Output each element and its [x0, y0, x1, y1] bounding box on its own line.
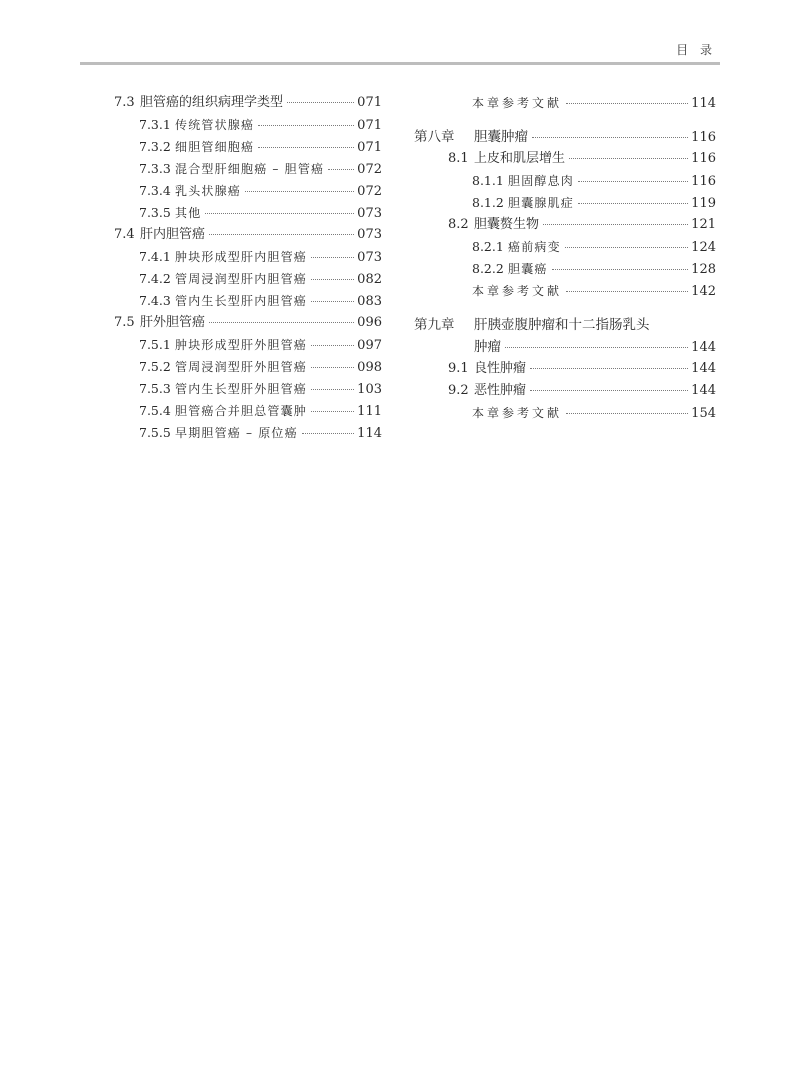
toc-sub-entry [114, 290, 382, 312]
toc-entry-title: 其他 [175, 206, 202, 220]
toc-sub-entry [114, 400, 382, 422]
toc-chapter-title: 肝胰壶腹肿瘤和十二指肠乳头 [474, 317, 650, 333]
toc-entry-number: 8.1.1 [472, 173, 504, 188]
toc-entry-title: 细胆管细胞癌 [175, 140, 255, 154]
toc-page-number: 114 [691, 96, 716, 111]
toc-leader-dots [311, 389, 354, 390]
toc-page-number: 116 [691, 151, 716, 166]
toc-entry-number: 7.5.4 [139, 403, 171, 418]
toc-sec-entry [114, 224, 382, 246]
toc-page-number: 114 [357, 426, 382, 441]
toc-entry-number: 9.2 [448, 383, 469, 398]
toc-entry-number: 7.4.1 [139, 249, 171, 264]
toc-leader-dots [543, 224, 688, 225]
toc-sec-entry [114, 92, 382, 114]
toc-page-number: 142 [691, 284, 716, 299]
toc-leader-dots [565, 247, 688, 248]
toc-leader-dots [245, 191, 354, 192]
toc-entry-title: 胆管癌合并胆总管囊肿 [175, 404, 308, 418]
toc-leader-dots [530, 390, 688, 391]
toc-sec-entry [414, 358, 716, 380]
toc-entry-number: 8.1.2 [472, 195, 504, 210]
toc-entry-number: 8.2.1 [472, 239, 504, 254]
toc-page-number: 071 [357, 118, 382, 133]
toc-entry-title: 传统管状腺癌 [175, 118, 255, 132]
toc-leader-dots [311, 367, 354, 368]
toc-entry-title: 胆囊肿瘤 [474, 129, 528, 145]
toc-sec-entry [414, 214, 716, 236]
toc-entry-number: 第八章 [414, 129, 455, 145]
toc-page-number: 144 [691, 361, 716, 376]
toc-page-number: 144 [691, 340, 716, 355]
toc-page-number: 073 [357, 250, 382, 265]
toc-leader-dots [328, 169, 354, 170]
toc-entry-number: 7.5.2 [139, 359, 171, 374]
toc-leader-dots [311, 301, 354, 302]
toc-page-number: 128 [691, 262, 716, 277]
toc-page-number: 096 [357, 315, 382, 330]
toc-chapter-entry [414, 314, 716, 336]
toc-leader-dots [311, 257, 354, 258]
toc-entry-title: 本章参考文献 [472, 284, 563, 298]
toc-page-number: 071 [357, 140, 382, 155]
toc-column-right [414, 92, 716, 424]
toc-page-number: 082 [357, 272, 382, 287]
toc-page-number: 083 [357, 294, 382, 309]
toc-entry-title: 肿块形成型肝外胆管癌 [175, 338, 308, 352]
toc-entry-number: 7.5 [114, 315, 135, 330]
toc-entry-number: 7.4.3 [139, 293, 171, 308]
toc-ref-entry [414, 92, 716, 114]
toc-entry-title: 管周浸润型肝外胆管癌 [175, 360, 308, 374]
toc-entry-title: 管周浸润型肝内胆管癌 [175, 272, 308, 286]
toc-entry-number: 8.1 [448, 151, 469, 166]
toc-entry-title: 管内生长型肝外胆管癌 [175, 382, 308, 396]
toc-sub-entry [114, 334, 382, 356]
toc-gap [414, 302, 716, 314]
toc-page-number: 097 [357, 338, 382, 353]
toc-page-number: 111 [357, 404, 382, 419]
toc-gap [414, 114, 716, 126]
toc-leader-dots [258, 125, 354, 126]
toc-sub-entry [414, 258, 716, 280]
toc-leader-dots [569, 158, 688, 159]
toc-page-number: 103 [357, 382, 382, 397]
toc-ref-entry [414, 280, 716, 302]
toc-page-number: 116 [691, 174, 716, 189]
toc-leader-dots [530, 368, 688, 369]
toc-chap-entry [414, 126, 716, 148]
toc-page-number: 116 [691, 130, 716, 145]
toc-leader-dots [566, 413, 688, 414]
toc-leader-dots [532, 137, 688, 138]
toc-entry-title: 本章参考文献 [472, 406, 563, 420]
toc-page-number: 098 [357, 360, 382, 375]
toc-page-number: 124 [691, 240, 716, 255]
toc-leader-dots [311, 345, 354, 346]
toc-entry-title: 癌前病变 [508, 240, 561, 254]
toc-entry-number: 7.3.2 [139, 139, 171, 154]
toc-entry-number: 8.2 [448, 217, 469, 232]
toc-sub-entry [414, 192, 716, 214]
toc-chapter-entry-continued [414, 336, 716, 358]
header-rule [80, 62, 720, 65]
toc-sec-entry [414, 380, 716, 402]
toc-entry-number: 7.3.3 [139, 161, 171, 176]
toc-sub-entry [114, 114, 382, 136]
toc-sub-entry [114, 246, 382, 268]
toc-entry-title: 胆囊腺肌症 [508, 196, 575, 210]
toc-entry-title: 早期胆管癌 – 原位癌 [175, 426, 298, 440]
toc-sub-entry [114, 202, 382, 224]
toc-entry-number: 9.1 [448, 361, 469, 376]
toc-leader-dots [578, 181, 688, 182]
toc-sub-entry [114, 422, 382, 444]
toc-leader-dots [566, 103, 688, 104]
toc-sub-entry [114, 268, 382, 290]
toc-leader-dots [287, 102, 354, 103]
toc-column-left [114, 92, 382, 444]
toc-sub-entry [114, 378, 382, 400]
toc-leader-dots [311, 279, 354, 280]
toc-entry-title: 管内生长型肝内胆管癌 [175, 294, 308, 308]
toc-sub-entry [114, 136, 382, 158]
toc-entry-title: 胆固醇息肉 [508, 174, 575, 188]
toc-entry-number: 7.4 [114, 227, 135, 242]
toc-page-number: 072 [357, 184, 382, 199]
toc-entry-title: 肝内胆管癌 [140, 227, 206, 242]
toc-entry-number: 7.3.5 [139, 205, 171, 220]
toc-entry-number: 7.3 [114, 95, 135, 110]
toc-entry-number: 7.3.1 [139, 117, 171, 132]
toc-entry-number: 7.5.3 [139, 381, 171, 396]
toc-leader-dots [566, 291, 688, 292]
toc-page-number: 154 [691, 406, 716, 421]
toc-entry-number: 7.5.5 [139, 425, 171, 440]
toc-page-number: 073 [357, 227, 382, 242]
toc-sub-entry [414, 236, 716, 258]
toc-leader-dots [552, 269, 689, 270]
toc-sub-entry [114, 158, 382, 180]
toc-leader-dots [209, 322, 354, 323]
toc-leader-dots [505, 347, 688, 348]
toc-leader-dots [258, 147, 354, 148]
toc-entry-title: 混合型肝细胞癌 – 胆管癌 [175, 162, 325, 176]
toc-leader-dots [209, 234, 354, 235]
toc-page-number: 073 [357, 206, 382, 221]
toc-entry-number: 7.3.4 [139, 183, 171, 198]
toc-entry-title: 肿块形成型肝内胆管癌 [175, 250, 308, 264]
toc-page-number: 121 [691, 217, 716, 232]
toc-leader-dots [205, 213, 354, 214]
toc-leader-dots [302, 433, 354, 434]
toc-chapter-title-continued: 肿瘤 [474, 339, 501, 355]
toc-page-number: 071 [357, 95, 382, 110]
toc-entry-title: 恶性肿瘤 [474, 383, 527, 398]
toc-entry-number: 8.2.2 [472, 261, 504, 276]
toc-entry-number: 7.4.2 [139, 271, 171, 286]
toc-sub-entry [114, 180, 382, 202]
toc-page-number: 072 [357, 162, 382, 177]
toc-entry-title: 胆管癌的组织病理学类型 [140, 95, 284, 110]
toc-entry-title: 本章参考文献 [472, 96, 563, 110]
toc-entry-title: 良性肿瘤 [474, 361, 527, 376]
toc-entry-number: 7.5.1 [139, 337, 171, 352]
toc-sub-entry [114, 356, 382, 378]
toc-entry-title: 胆囊癌 [508, 262, 548, 276]
toc-entry-title: 胆囊赘生物 [474, 217, 540, 232]
toc-ref-entry [414, 402, 716, 424]
running-header: 目 录 [676, 43, 716, 57]
toc-entry-title: 肝外胆管癌 [140, 315, 206, 330]
toc-page-number: 119 [691, 196, 716, 211]
toc-sub-entry [414, 170, 716, 192]
toc-leader-dots [578, 203, 688, 204]
toc-sec-entry [414, 148, 716, 170]
toc-leader-dots [311, 411, 354, 412]
toc-page-number: 144 [691, 383, 716, 398]
toc-entry-title: 乳头状腺癌 [175, 184, 242, 198]
toc-entry-title: 上皮和肌层增生 [474, 151, 566, 166]
toc-chapter-number: 第九章 [414, 317, 455, 333]
toc-sec-entry [114, 312, 382, 334]
